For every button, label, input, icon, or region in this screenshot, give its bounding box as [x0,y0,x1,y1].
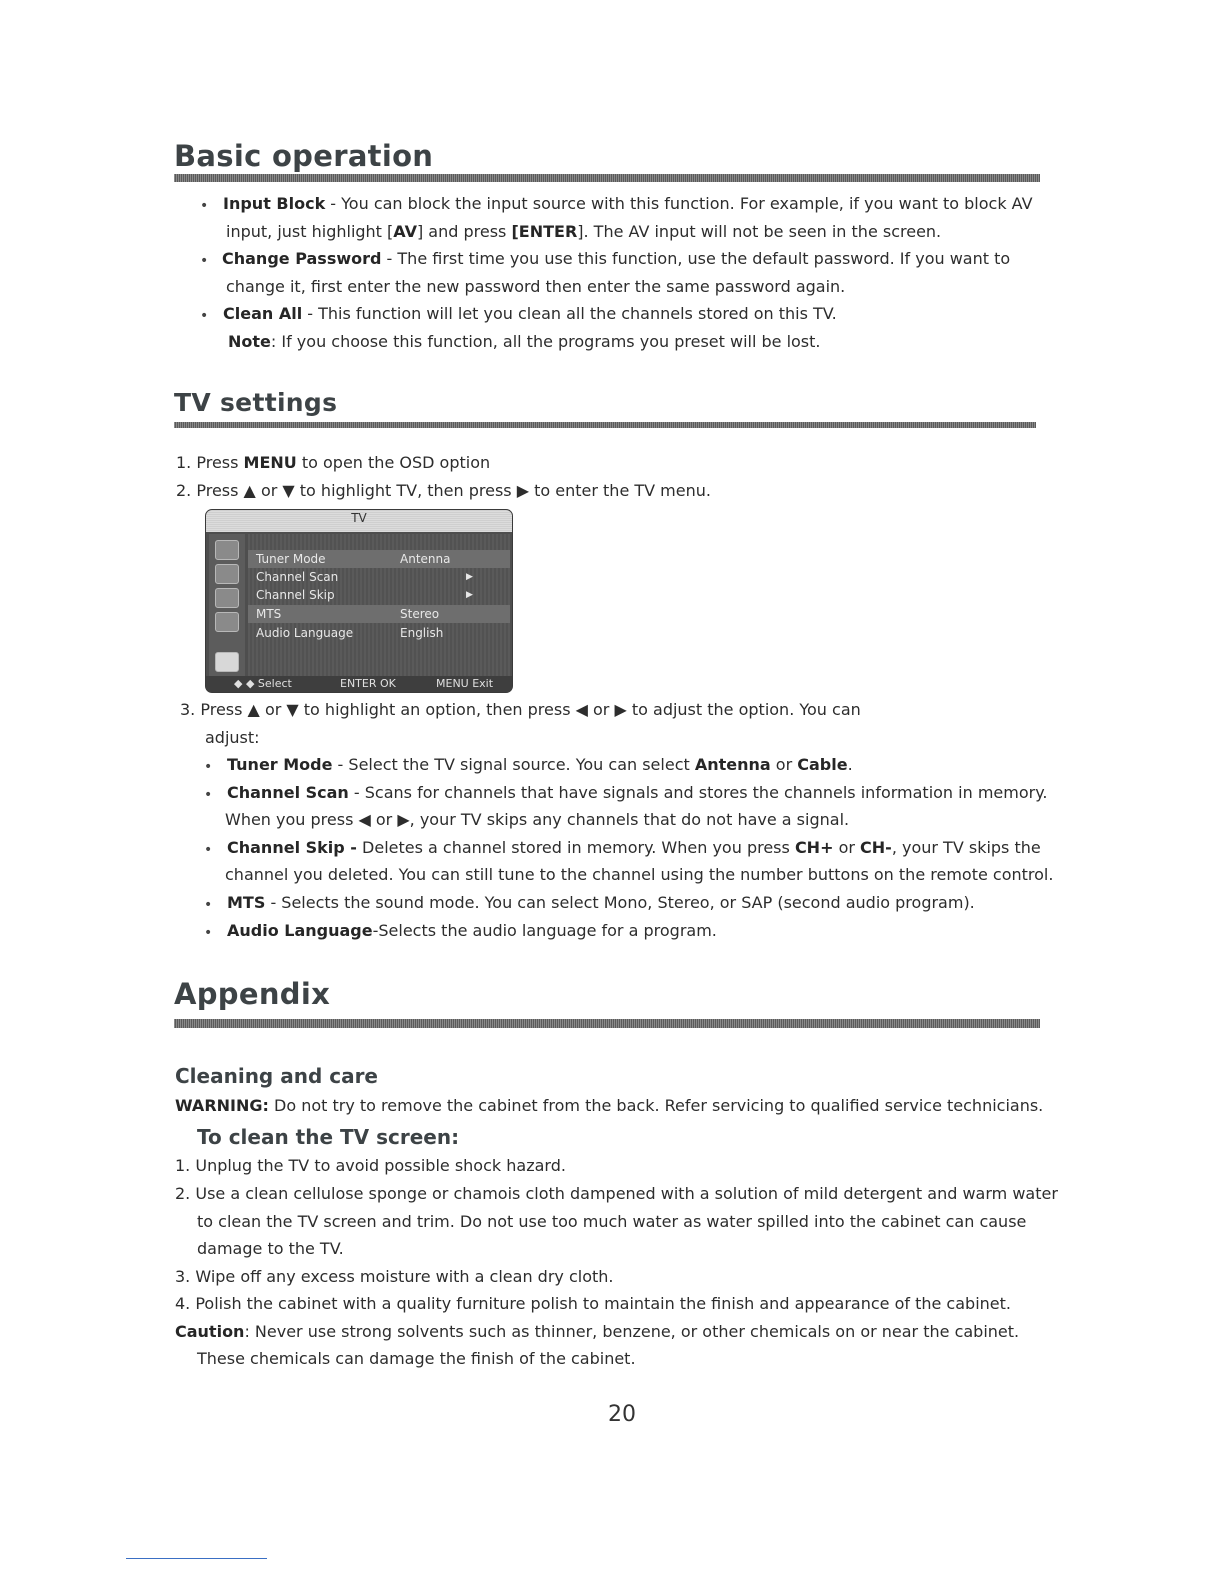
osd-menu-body [248,534,510,678]
bullet-icon: • [204,925,213,941]
clean-step-2-line-3: damage to the TV. [197,1239,344,1258]
tv-step-2: 2. Press ▲ or ▼ to highlight TV, then press ▶ to enter the TV menu. [176,481,711,500]
option-channel-skip: Channel Skip - Deletes a channel stored in memory. When you press CH+ or CH-, your TV skips the [227,838,1041,857]
change-password-line: Change Password - The first time you use this function, use the default password. If you want to [222,249,1011,268]
arrow-right-icon: ▶ [466,590,473,600]
tv-step-3-line-2: adjust: [205,728,260,747]
caution-line: Caution: Never use strong solvents such as thinner, benzene, or other chemicals on or near the cabinet. [175,1322,1020,1341]
tv-step-1: 1. Press MENU to open the OSD option [176,453,491,472]
audio-icon [215,564,239,584]
bullet-icon: • [204,787,213,803]
subtitle-cleaning-and-care: Cleaning and care [175,1064,378,1088]
tv-osd-menu [205,509,513,693]
input-block-line-2: input, just highlight [AV] and press [ENTER]. The AV input will not be seen in the screen. [226,222,942,241]
osd-title: TV [206,510,512,532]
option-tuner-mode: Tuner Mode - Select the TV signal source. You can select Antenna or Cable. [227,755,853,774]
tv-icon [215,652,239,672]
warning-line: WARNING: Do not try to remove the cabinet from the back. Refer servicing to qualified service technicians. [175,1096,1044,1115]
option-channel-scan-line-2: When you press ◀ or ▶, your TV skips any channels that do not have a signal. [225,810,850,829]
page-number: 20 [608,1402,636,1427]
option-channel-scan: Channel Scan - Scans for channels that have signals and stores the channels information in memory. [227,783,1048,802]
footnote-rule [126,1558,267,1559]
osd-row-channel-scan: Channel Scan ▶ [256,570,473,584]
osd-row-mts: MTS Stereo [248,605,510,623]
bullet-icon: • [204,897,213,913]
change-password-line-2: change it, first enter the new password then enter the same password again. [226,277,846,296]
bullet-icon: • [200,308,209,324]
option-channel-skip-line-2: channel you deleted. You can still tune to the channel using the number buttons on the remote control. [225,865,1054,884]
osd-row-audio-language: Audio Language English [256,626,444,640]
lock-icon [215,612,239,632]
option-audio-language: Audio Language-Selects the audio language for a program. [227,921,717,940]
clean-all-line: Clean All - This function will let you clean all the channels stored on this TV. [223,304,837,323]
clean-step-3: 3. Wipe off any excess moisture with a clean dry cloth. [175,1267,614,1286]
picture-icon [215,540,239,560]
bullet-icon: • [204,759,213,775]
clean-step-4: 4. Polish the cabinet with a quality furniture polish to maintain the finish and appearance of the cabinet. [175,1294,1011,1313]
section-title-tv-settings: TV settings [174,388,338,417]
section-rule [174,422,1036,428]
clean-step-2-line-2: to clean the TV screen and trim. Do not use too much water as water spilled into the cabinet can cause [197,1212,1027,1231]
clean-screen-heading: To clean the TV screen: [197,1125,460,1149]
osd-sidebar [209,534,245,678]
section-title-appendix: Appendix [174,977,331,1011]
time-icon [215,588,239,608]
clean-step-1: 1. Unplug the TV to avoid possible shock hazard. [175,1156,566,1175]
section-rule [174,174,1040,182]
input-block-line: Input Block - You can block the input source with this function. For example, if you want to block AV [223,194,1033,213]
clean-all-note: Note: If you choose this function, all the programs you preset will be lost. [228,332,821,351]
section-title-basic-operation: Basic operation [174,139,434,173]
osd-row-tuner-mode: Tuner Mode Antenna [248,550,510,568]
bullet-icon: • [204,842,213,858]
caution-line-2: These chemicals can damage the finish of the cabinet. [197,1349,636,1368]
tv-step-3: 3. Press ▲ or ▼ to highlight an option, then press ◀ or ▶ to adjust the option. You can [180,700,861,719]
osd-footer: ◆ ◆ Select ENTER OK MENU Exit [206,676,512,692]
bullet-icon: • [200,253,209,269]
section-rule [174,1019,1040,1028]
arrow-right-icon: ▶ [466,572,473,582]
osd-row-channel-skip: Channel Skip ▶ [256,588,473,602]
bullet-icon: • [200,198,209,214]
clean-step-2: 2. Use a clean cellulose sponge or chamois cloth dampened with a solution of mild detergent and warm water [175,1184,1058,1203]
option-mts: MTS - Selects the sound mode. You can select Mono, Stereo, or SAP (second audio program). [227,893,975,912]
